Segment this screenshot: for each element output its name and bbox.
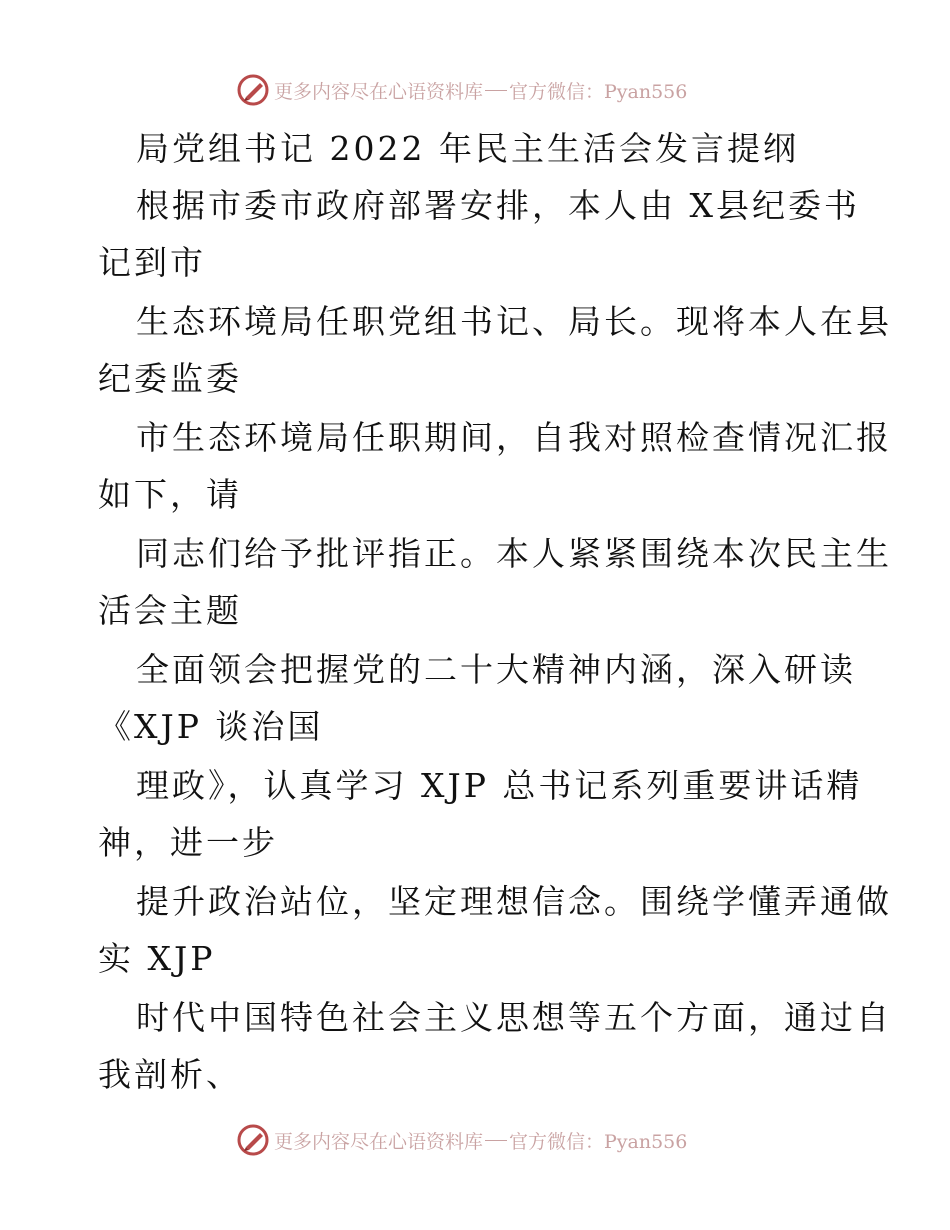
doc-title: 局党组书记 2022 年民主生活会发言提纲 bbox=[136, 129, 799, 168]
pen-logo-icon bbox=[236, 1123, 270, 1157]
footer-watermark-content bbox=[236, 1122, 687, 1158]
footer-watermark-main-text: 更多内容尽在心语资料库 bbox=[274, 1130, 484, 1153]
doc-line: 实 XJP bbox=[98, 939, 216, 978]
doc-line: 理政》，认真学习 XJP 总书记系列重要讲话精 bbox=[136, 766, 863, 805]
doc-line: 活会主题 bbox=[98, 591, 242, 630]
footer-watermark bbox=[0, 1120, 950, 1160]
doc-line: 同志们给予批评指正。本人紧紧围绕本次民主生 bbox=[136, 534, 892, 573]
header-watermark-wechat-text: 官方微信：Pyan556 bbox=[509, 80, 688, 103]
header-watermark bbox=[0, 70, 950, 110]
doc-line: 《XJP 谈治国 bbox=[98, 707, 324, 746]
doc-line: 纪委监委 bbox=[98, 359, 242, 398]
doc-line: 根据市委市政府部署安排，本人由 X县纪委书 bbox=[136, 186, 860, 225]
doc-line: 提升政治站位，坚定理想信念。围绕学懂弄通做 bbox=[136, 882, 892, 921]
doc-line: 记到市 bbox=[98, 243, 206, 282]
doc-line: 市生态环境局任职期间，自我对照检查情况汇报 bbox=[136, 418, 892, 457]
doc-line: 神，进一步 bbox=[98, 823, 278, 862]
footer-watermark-dash bbox=[485, 1140, 507, 1141]
header-watermark-dash bbox=[485, 90, 507, 91]
doc-line: 生态环境局任职党组书记、局长。现将本人在县 bbox=[136, 302, 892, 341]
footer-watermark-wechat-text: 官方微信：Pyan556 bbox=[509, 1130, 688, 1153]
header-watermark-content bbox=[236, 72, 687, 108]
doc-line: 我剖析、 bbox=[98, 1055, 242, 1094]
doc-line: 全面领会把握党的二十大精神内涵，深入研读 bbox=[136, 650, 856, 689]
header-watermark-main-text: 更多内容尽在心语资料库 bbox=[274, 80, 484, 103]
doc-line: 时代中国特色社会主义思想等五个方面，通过自 bbox=[136, 998, 892, 1037]
pen-logo-icon bbox=[236, 73, 270, 107]
doc-line: 如下，请 bbox=[98, 475, 242, 514]
